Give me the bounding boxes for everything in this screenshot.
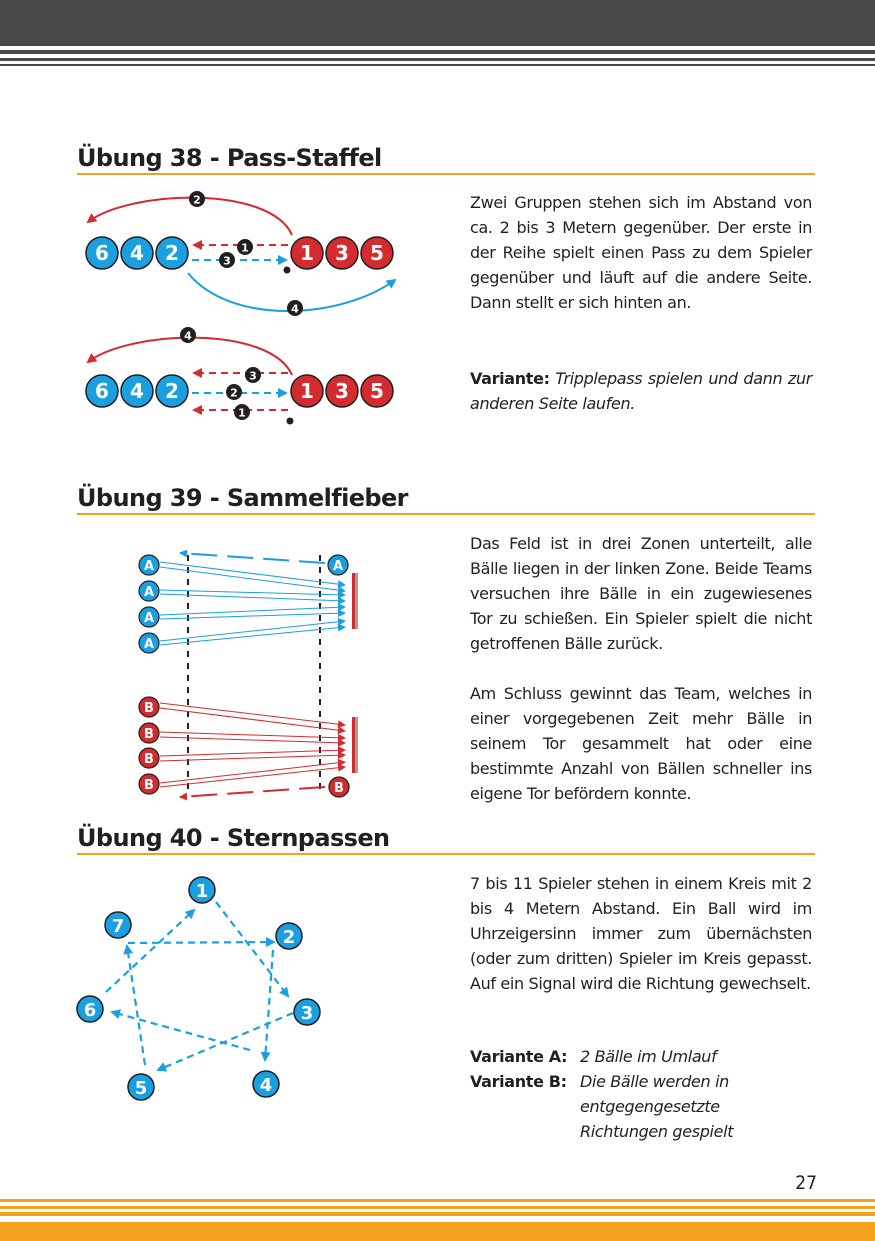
variant-b-text-line-3: Richtungen gespielt	[580, 1122, 734, 1141]
team-right-bottom	[291, 375, 393, 407]
exercise-38-description: Zwei Gruppen stehen sich im Abstand von ca. 2 bis 3 Metern gegenüber. Der erste in der Reihe spielt einen Pass zu dem Spieler gegenüber und läuft auf die andere Seite. Dann stellt er sich hinten an.	[470, 193, 812, 312]
player-label: A	[143, 611, 155, 626]
step-markers-bottom	[180, 327, 261, 420]
player-number: 5	[370, 379, 384, 403]
footer-stripe	[0, 1212, 875, 1216]
footer-stripe	[0, 1199, 875, 1202]
team-right-top	[291, 237, 393, 269]
step-number: 3	[249, 369, 257, 383]
sternpassen-diagram	[70, 870, 330, 1110]
exercise-38-variant	[470, 366, 812, 416]
player-number: 1	[300, 379, 314, 403]
variant-b-text-line-1: Die Bälle werden in	[580, 1072, 729, 1091]
step-markers-top	[189, 191, 303, 316]
exercise-40-description: 7 bis 11 Spieler stehen in einem Kreis mit 2 bis 4 Metern Abstand. Ein Ball wird im Uhrzeigersinn immer zum übernächsten (oder zum dritten) Spieler im Kreis gepasst. Auf ein Signal wird die Richtung gewechselt.	[470, 874, 812, 993]
player-number: 1	[195, 881, 209, 902]
player-number: 4	[130, 241, 144, 265]
step-number: 4	[291, 302, 299, 316]
player-number: 6	[95, 241, 109, 265]
player-label: A	[143, 585, 155, 600]
variant-a-text: 2 Bälle im Umlauf	[580, 1047, 717, 1066]
player-number: 4	[130, 379, 144, 403]
step-number: 4	[184, 329, 192, 343]
team-left-top	[86, 237, 188, 269]
exercise-40-title: Übung 40 - Sternpassen	[77, 824, 390, 852]
header-stripe	[0, 58, 875, 61]
variant-b-text-line-2: entgegengesetzte	[580, 1097, 720, 1116]
step-number: 3	[223, 254, 231, 268]
player-label: A	[143, 559, 155, 574]
player-number: 5	[134, 1078, 148, 1099]
player-label: B	[334, 781, 344, 796]
variant-a-label: Variante A:	[470, 1047, 568, 1066]
player-number: 3	[335, 379, 349, 403]
player-number: 4	[259, 1075, 273, 1096]
header-stripe	[0, 64, 875, 66]
pass-staffel-diagram	[80, 185, 420, 435]
header-band	[0, 0, 875, 46]
section-rule	[77, 853, 815, 855]
player-number: 2	[165, 379, 179, 403]
player-number: 5	[370, 241, 384, 265]
player-label: A	[143, 637, 155, 652]
footer-stripe	[0, 1206, 875, 1209]
player-label: B	[144, 727, 154, 742]
player-label: B	[144, 701, 154, 716]
exercise-39-title: Übung 39 - Sammelfieber	[77, 484, 408, 512]
team-a-players	[139, 555, 348, 653]
footer-band	[0, 1222, 875, 1241]
player-label: A	[332, 559, 344, 574]
variant-b-label: Variante B:	[470, 1072, 567, 1091]
step-number: 2	[193, 193, 201, 207]
player-number: 7	[111, 916, 125, 937]
sammelfieber-diagram	[130, 545, 370, 805]
team-left-bottom	[86, 375, 188, 407]
header-stripe	[0, 50, 875, 54]
section-rule	[77, 513, 815, 515]
exercise-38-title: Übung 38 - Pass-Staffel	[77, 144, 382, 172]
variant-label: Variante:	[470, 369, 550, 388]
variant-text: Tripplepass spielen und dann zur anderen Seite laufen.	[470, 369, 812, 413]
player-label: B	[144, 778, 154, 793]
player-number: 3	[335, 241, 349, 265]
exercise-39-paragraph-1: Das Feld ist in drei Zonen unterteilt, alle Bälle liegen in der linken Zone. Beide Teams versuchen ihre Bälle in ein zugewiesenes Tor zu schießen. Ein Spieler spielt die nicht getroffenen Bälle zurück.	[470, 534, 812, 653]
player-label: B	[144, 752, 154, 767]
page-number: 27	[795, 1172, 817, 1194]
player-number: 6	[83, 1000, 97, 1021]
step-number: 2	[230, 386, 238, 400]
player-number: 3	[300, 1003, 314, 1024]
section-rule	[77, 173, 815, 175]
player-number: 2	[165, 241, 179, 265]
player-number: 1	[300, 241, 314, 265]
player-number: 6	[95, 379, 109, 403]
player-number: 2	[282, 927, 296, 948]
step-number: 1	[241, 241, 249, 255]
exercise-39-paragraph-2: Am Schluss gewinnt das Team, welches in einer vorgegebenen Zeit mehr Bälle in seinem Tor gesammelt hat oder eine bestimmte Anzahl von Bällen schneller ins eigene Tor befördern konnte.	[470, 684, 812, 803]
step-number: 1	[238, 406, 246, 420]
